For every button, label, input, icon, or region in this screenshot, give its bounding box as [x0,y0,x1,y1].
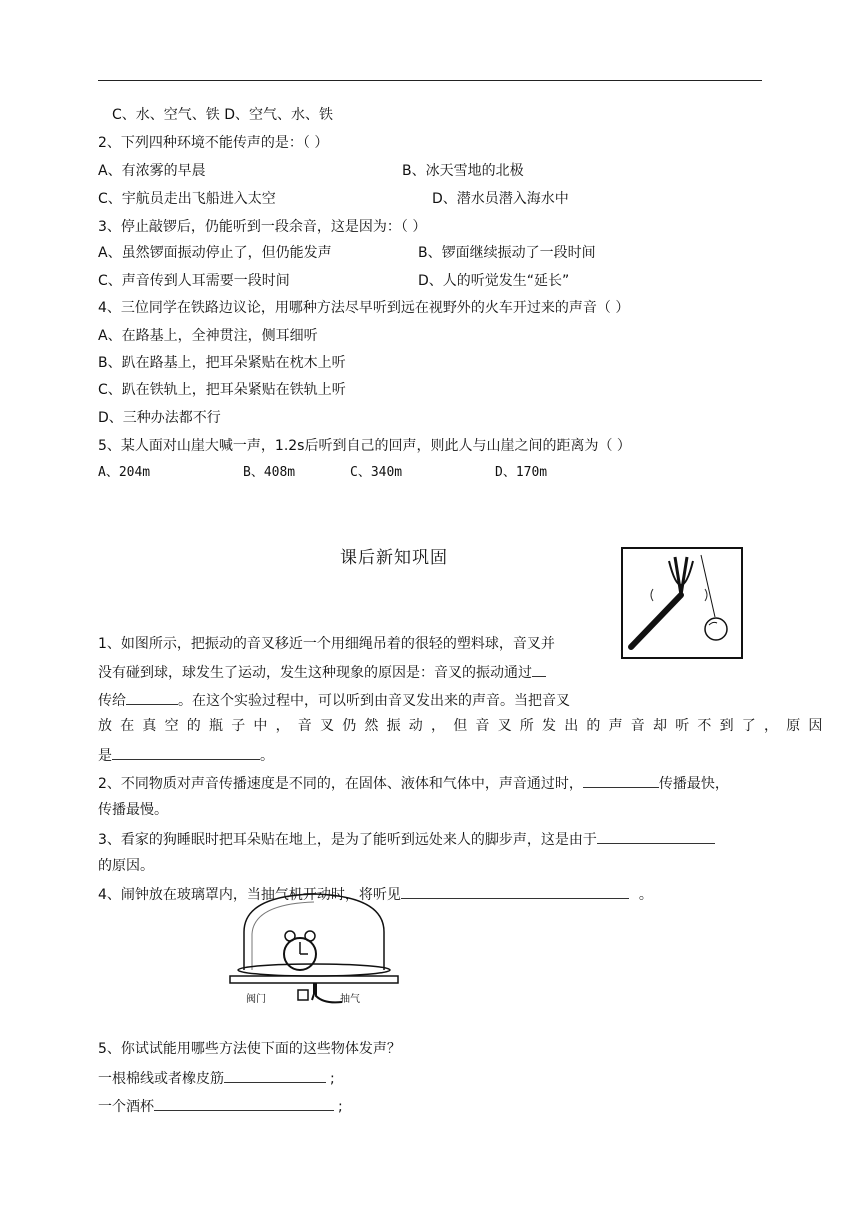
p5-line-3 [98,1096,343,1116]
blank-glass [154,1096,334,1111]
p2-line-2: 传播最慢。 [98,802,168,818]
p5-line-2-sep: ; [330,1071,335,1087]
p3-line-1-text: 3、看家的狗睡眠时把耳朵贴在地上，是为了能听到远处来人的脚步声，这是由于 [98,832,597,848]
q3-option-a: A、虽然锣面振动停止了，但仍能发声 [98,245,332,261]
bell-jar-figure [224,888,404,1008]
blank-receiver [126,690,178,705]
p1-line-5-a: 是 [98,748,112,764]
p1-line-5 [98,745,274,765]
tuning-fork-figure [621,547,743,659]
p5-line-2-text: 一根棉线或者橡皮筋 [98,1071,224,1087]
q2-option-a: A、有浓雾的早晨 [98,163,206,179]
q3-option-b: B、锣面继续振动了一段时间 [418,245,596,261]
blank-reason [112,745,260,760]
header-rule [98,80,762,81]
q4-option-a: A、在路基上，全神贯注，侧耳细听 [98,328,318,344]
p1-line-4: 放在真空的瓶子中，音叉仍然振动，但音叉所发出的声音却听不到了，原因 [98,718,831,734]
blank-string [224,1068,326,1083]
p1-line-2-text: 没有碰到球，球发生了运动，发生这种现象的原因是：音叉的振动通过 [98,665,532,681]
question-5: 5、某人面对山崖大喊一声，1.2s后听到自己的回声，则此人与山崖之间的距离为（ ） [98,438,631,454]
p1-line-3-b: 。在这个实验过程中，可以听到由音叉发出来的声音。当把音叉 [178,693,570,709]
valve-label: 阀门 [246,994,266,1005]
q5-option-b: B、408m [243,465,296,480]
q4-option-b: B、趴在路基上，把耳朵紧贴在枕木上听 [98,355,346,371]
p1-line-3 [98,690,570,710]
p1-line-1: 1、如图所示，把振动的音叉移近一个用细绳吊着的很轻的塑料球，音叉并 [98,636,555,652]
q5-option-a: A、204m [98,465,151,480]
p1-line-3-a: 传给 [98,693,126,709]
question-3: 3、停止敲锣后，仍能听到一段余音，这是因为：（ ） [98,219,427,235]
q3-option-c: C、声音传到人耳需要一段时间 [98,273,290,289]
q5-option-d: D、170m [495,465,548,480]
q2-option-d: D、潜水员潜入海水中 [432,191,569,207]
p5-line-3-sep: ; [338,1099,343,1115]
p5-line-3-text: 一个酒杯 [98,1099,154,1115]
blank-medium [532,662,546,677]
q5-option-c: C、340m [350,465,403,480]
p1-line-2 [98,662,546,682]
blank-dog-reason [597,829,715,844]
p5-line-2 [98,1068,335,1088]
p2-line-1-b: 传播最快， [658,776,729,792]
p4-line-1-text: 4、闹钟放在玻璃罩内，当抽气机开动时，将听见 [98,887,401,903]
blank-hear [401,884,629,899]
q2-option-c: C、宇航员走出飞船进入太空 [98,191,276,207]
q4-option-d: D、三种办法都不行 [98,410,221,426]
p5-line-1: 5、你试试能用哪些方法使下面的这些物体发声？ [98,1041,401,1057]
tuning-fork-drawing [623,549,741,657]
question-4: 4、三位同学在铁路边议论，用哪种方法尽早听到远在视野外的火车开过来的声音（ ） [98,300,630,316]
question-2: 2、下列四种环境不能传声的是：（ ） [98,135,329,151]
p2-line-1 [98,773,729,793]
q4-option-c: C、趴在铁轨上，把耳朵紧贴在铁轨上听 [98,382,346,398]
q2-option-b: B、冰天雪地的北极 [402,163,524,179]
p2-line-1-a: 2、不同物质对声音传播速度是不同的，在固体、液体和气体中，声音通过时， [98,776,583,792]
options-cd-line: C、水、空气、铁 D、空气、水、铁 [112,107,334,123]
p3-line-1 [98,829,715,849]
p3-line-2: 的原因。 [98,858,154,874]
blank-fastest [583,773,659,788]
q3-option-d: D、人的听觉发生“延长” [418,273,570,289]
pump-label: 抽气 [340,994,360,1005]
section-title: 课后新知巩固 [340,548,448,568]
p1-line-5-b: 。 [260,748,274,764]
p4-line-1-end: 。 [638,887,653,903]
